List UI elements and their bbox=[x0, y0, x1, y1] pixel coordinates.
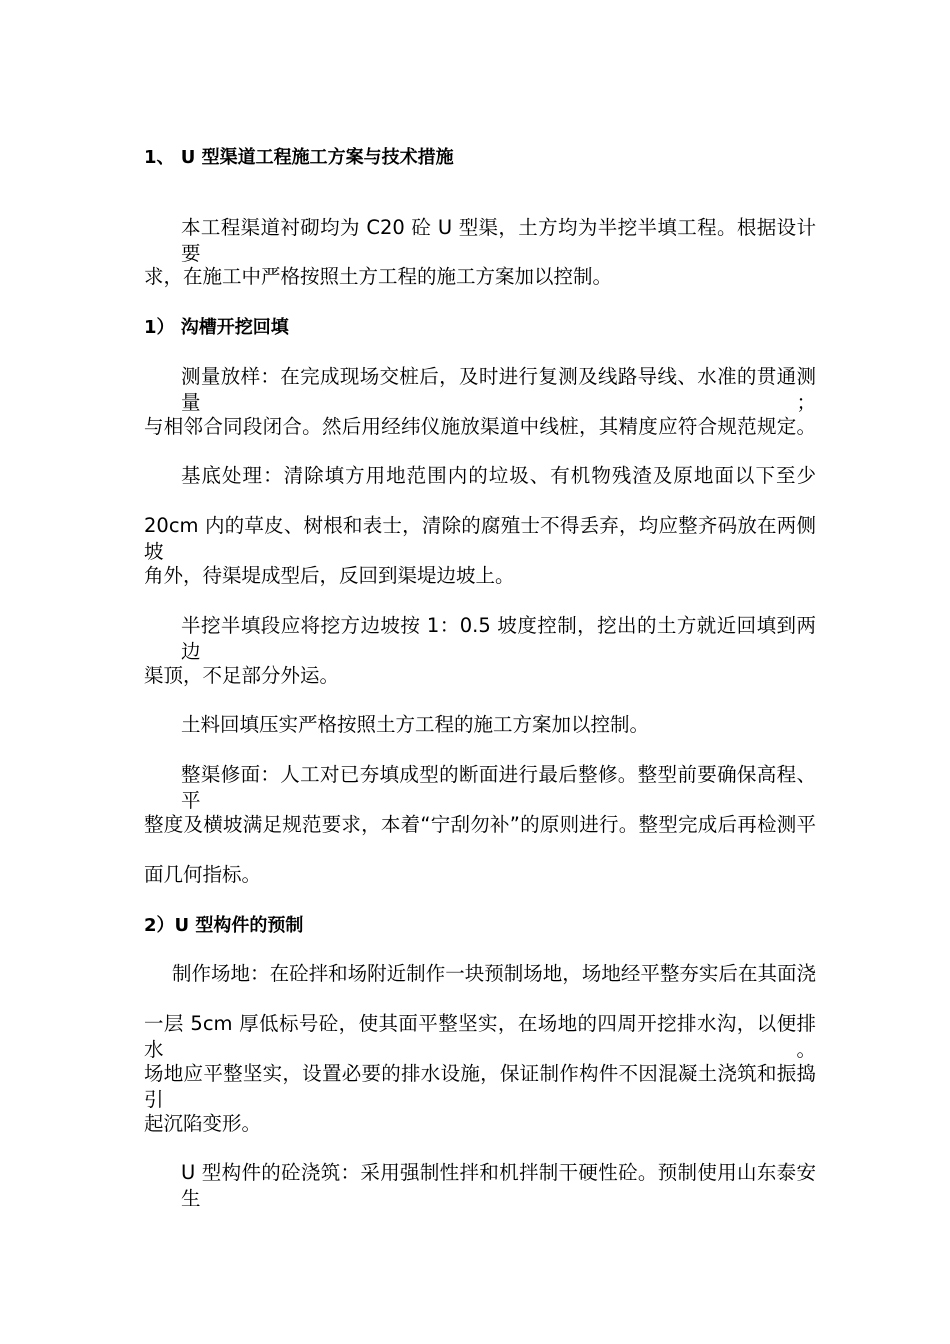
site-line-1: 制作场地：在砼拌和场附近制作一块预制场地，场地经平整夯实后在其面浇 bbox=[172, 962, 816, 985]
site-line-4: 起沉陷变形。 bbox=[144, 1112, 262, 1135]
backfill-line-1: 土料回填压实严格按照土方工程的施工方案加以控制。 bbox=[181, 713, 650, 736]
base-line-2: 20cm 内的草皮、树根和表士，清除的腐殖士不得丢弃，均应整齐码放在两侧坡 bbox=[144, 514, 816, 563]
pour-line-1: U 型构件的砼浇筑：采用强制性拌和机拌制干硬性砼。预制使用山东泰安生 bbox=[181, 1161, 816, 1210]
survey-line-1: 测量放样：在完成现场交桩后，及时进行复测及线路导线、水准的贯通测量； bbox=[181, 365, 816, 414]
trim-line-1: 整渠修面：人工对已夯填成型的断面进行最后整修。整型前要确保高程、平 bbox=[181, 763, 816, 812]
intro-line-2: 求，在施工中严格按照土方工程的施工方案加以控制。 bbox=[144, 265, 613, 288]
half-line-2: 渠顶，不足部分外运。 bbox=[144, 664, 340, 687]
half-line-1: 半挖半填段应将挖方边坡按 1：0.5 坡度控制，挖出的土方就近回填到两边 bbox=[181, 614, 816, 663]
subsection-heading-2: 2）U 型构件的预制 bbox=[144, 915, 304, 936]
site-line-2: 一层 5cm 厚低标号砼，使其面平整坚实，在场地的四周开挖排水沟，以便排水。 bbox=[144, 1012, 816, 1061]
base-line-3: 角外，待渠堤成型后，反回到渠堤边坡上。 bbox=[144, 564, 515, 587]
site-line-3: 场地应平整坚实，设置必要的排水设施，保证制作构件不因混凝土浇筑和振捣引 bbox=[144, 1062, 816, 1111]
intro-line-1: 本工程渠道衬砌均为 C20 砼 U 型渠，土方均为半挖半填工程。根据设计要 bbox=[181, 216, 816, 265]
survey-line-2: 与相邻合同段闭合。然后用经纬仪施放渠道中线桩，其精度应符合规范规定。 bbox=[144, 415, 816, 438]
subsection-heading-1: 1） 沟槽开挖回填 bbox=[144, 317, 289, 338]
trim-line-2: 整度及横坡满足规范要求，本着“宁刮勿补”的原则进行。整型完成后再检测平 bbox=[144, 813, 816, 836]
base-line-1: 基底处理：清除填方用地范围内的垃圾、有机物残渣及原地面以下至少 bbox=[181, 464, 816, 487]
trim-line-3: 面几何指标。 bbox=[144, 863, 262, 886]
section-heading: 1、 U 型渠道工程施工方案与技术措施 bbox=[144, 147, 454, 168]
